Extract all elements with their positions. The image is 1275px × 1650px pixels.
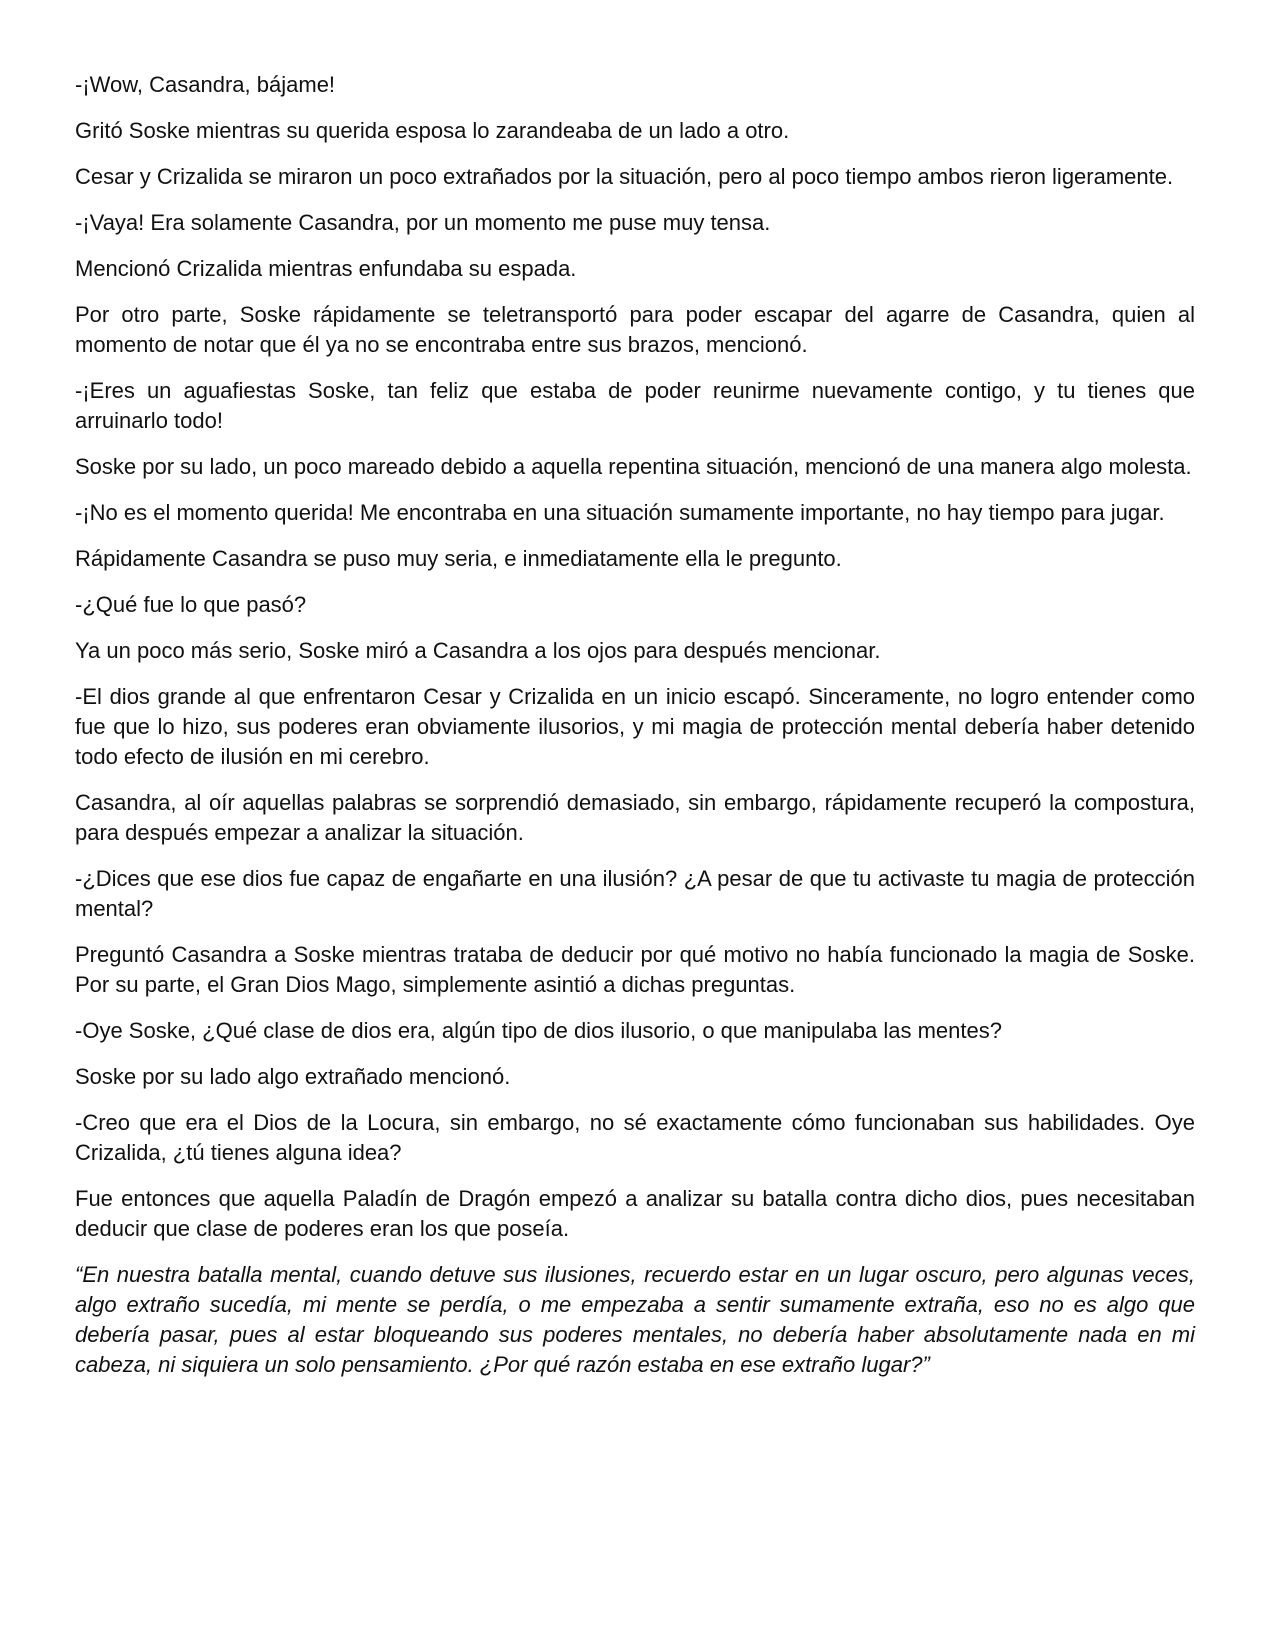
paragraph-11: -¿Qué fue lo que pasó? — [75, 592, 307, 617]
paragraph-18: Soske por su lado algo extrañado mencionó. — [75, 1064, 511, 1089]
paragraph-15: -¿Dices que ese dios fue capaz de engañarte en una ilusión? ¿A pesar de que tu activaste tu magia de protección mental? — [75, 866, 1195, 921]
paragraph-6: Por otro parte, Soske rápidamente se teletransportó para poder escapar del agarre de Casandra, quien al momento de notar que él ya no se encontraba entre sus brazos, mencionó. — [75, 302, 1195, 357]
paragraph-20: Fue entonces que aquella Paladín de Dragón empezó a analizar su batalla contra dicho dios, pues necesitaban deducir que clase de poderes eran los que poseía. — [75, 1186, 1195, 1241]
paragraph-9: -¡No es el momento querida! Me encontraba en una situación sumamente importante, no hay tiempo para jugar. — [75, 500, 1165, 525]
paragraph-8: Soske por su lado, un poco mareado debido a aquella repentina situación, mencionó de una manera algo molesta. — [75, 454, 1192, 479]
paragraph-1: -¡Wow, Casandra, bájame! — [75, 72, 336, 97]
paragraph-5: Mencionó Crizalida mientras enfundaba su espada. — [75, 256, 577, 281]
paragraph-17: -Oye Soske, ¿Qué clase de dios era, algún tipo de dios ilusorio, o que manipulaba las mentes? — [75, 1018, 1002, 1043]
paragraph-14: Casandra, al oír aquellas palabras se sorprendió demasiado, sin embargo, rápidamente recuperó la compostura, para después empezar a analizar la situación. — [75, 790, 1195, 845]
paragraph-3: Cesar y Crizalida se miraron un poco extrañados por la situación, pero al poco tiempo ambos rieron ligeramente. — [75, 164, 1174, 189]
italic-quote-paragraph: “En nuestra batalla mental, cuando detuve sus ilusiones, recuerdo estar en un lugar oscuro, pero algunas veces, algo extraño sucedía, mi mente se perdía, o me empezaba a sentir sumamente extraña, eso no es algo que debería pasar, pues al estar bloqueando sus poderes mentales, no debería haber absolutamente nada en mi cabeza, ni siquiera un solo pensamiento. ¿Por qué razón estaba en ese extraño lugar?” — [75, 1262, 1195, 1377]
paragraph-2: Gritó Soske mientras su querida esposa lo zarandeaba de un lado a otro. — [75, 118, 790, 143]
paragraph-13: -El dios grande al que enfrentaron Cesar y Crizalida en un inicio escapó. Sinceramente, no logro entender como fue que lo hizo, sus poderes eran obviamente ilusorios, y mi magia de protección mental debería haber detenido todo efecto de ilusión en mi cerebro. — [75, 684, 1195, 769]
paragraph-16: Preguntó Casandra a Soske mientras trataba de deducir por qué motivo no había funcionado la magia de Soske. Por su parte, el Gran Dios Mago, simplemente asintió a dichas preguntas. — [75, 942, 1195, 997]
document-page — [75, 70, 1195, 1396]
paragraph-19: -Creo que era el Dios de la Locura, sin embargo, no sé exactamente cómo funcionaban sus habilidades. Oye Crizalida, ¿tú tienes alguna idea? — [75, 1110, 1195, 1165]
paragraph-4: -¡Vaya! Era solamente Casandra, por un momento me puse muy tensa. — [75, 210, 771, 235]
paragraph-12: Ya un poco más serio, Soske miró a Casandra a los ojos para después mencionar. — [75, 638, 881, 663]
paragraph-10: Rápidamente Casandra se puso muy seria, e inmediatamente ella le pregunto. — [75, 546, 842, 571]
paragraph-7: -¡Eres un aguafiestas Soske, tan feliz que estaba de poder reunirme nuevamente contigo, y tu tienes que arruinarlo todo! — [75, 378, 1195, 433]
